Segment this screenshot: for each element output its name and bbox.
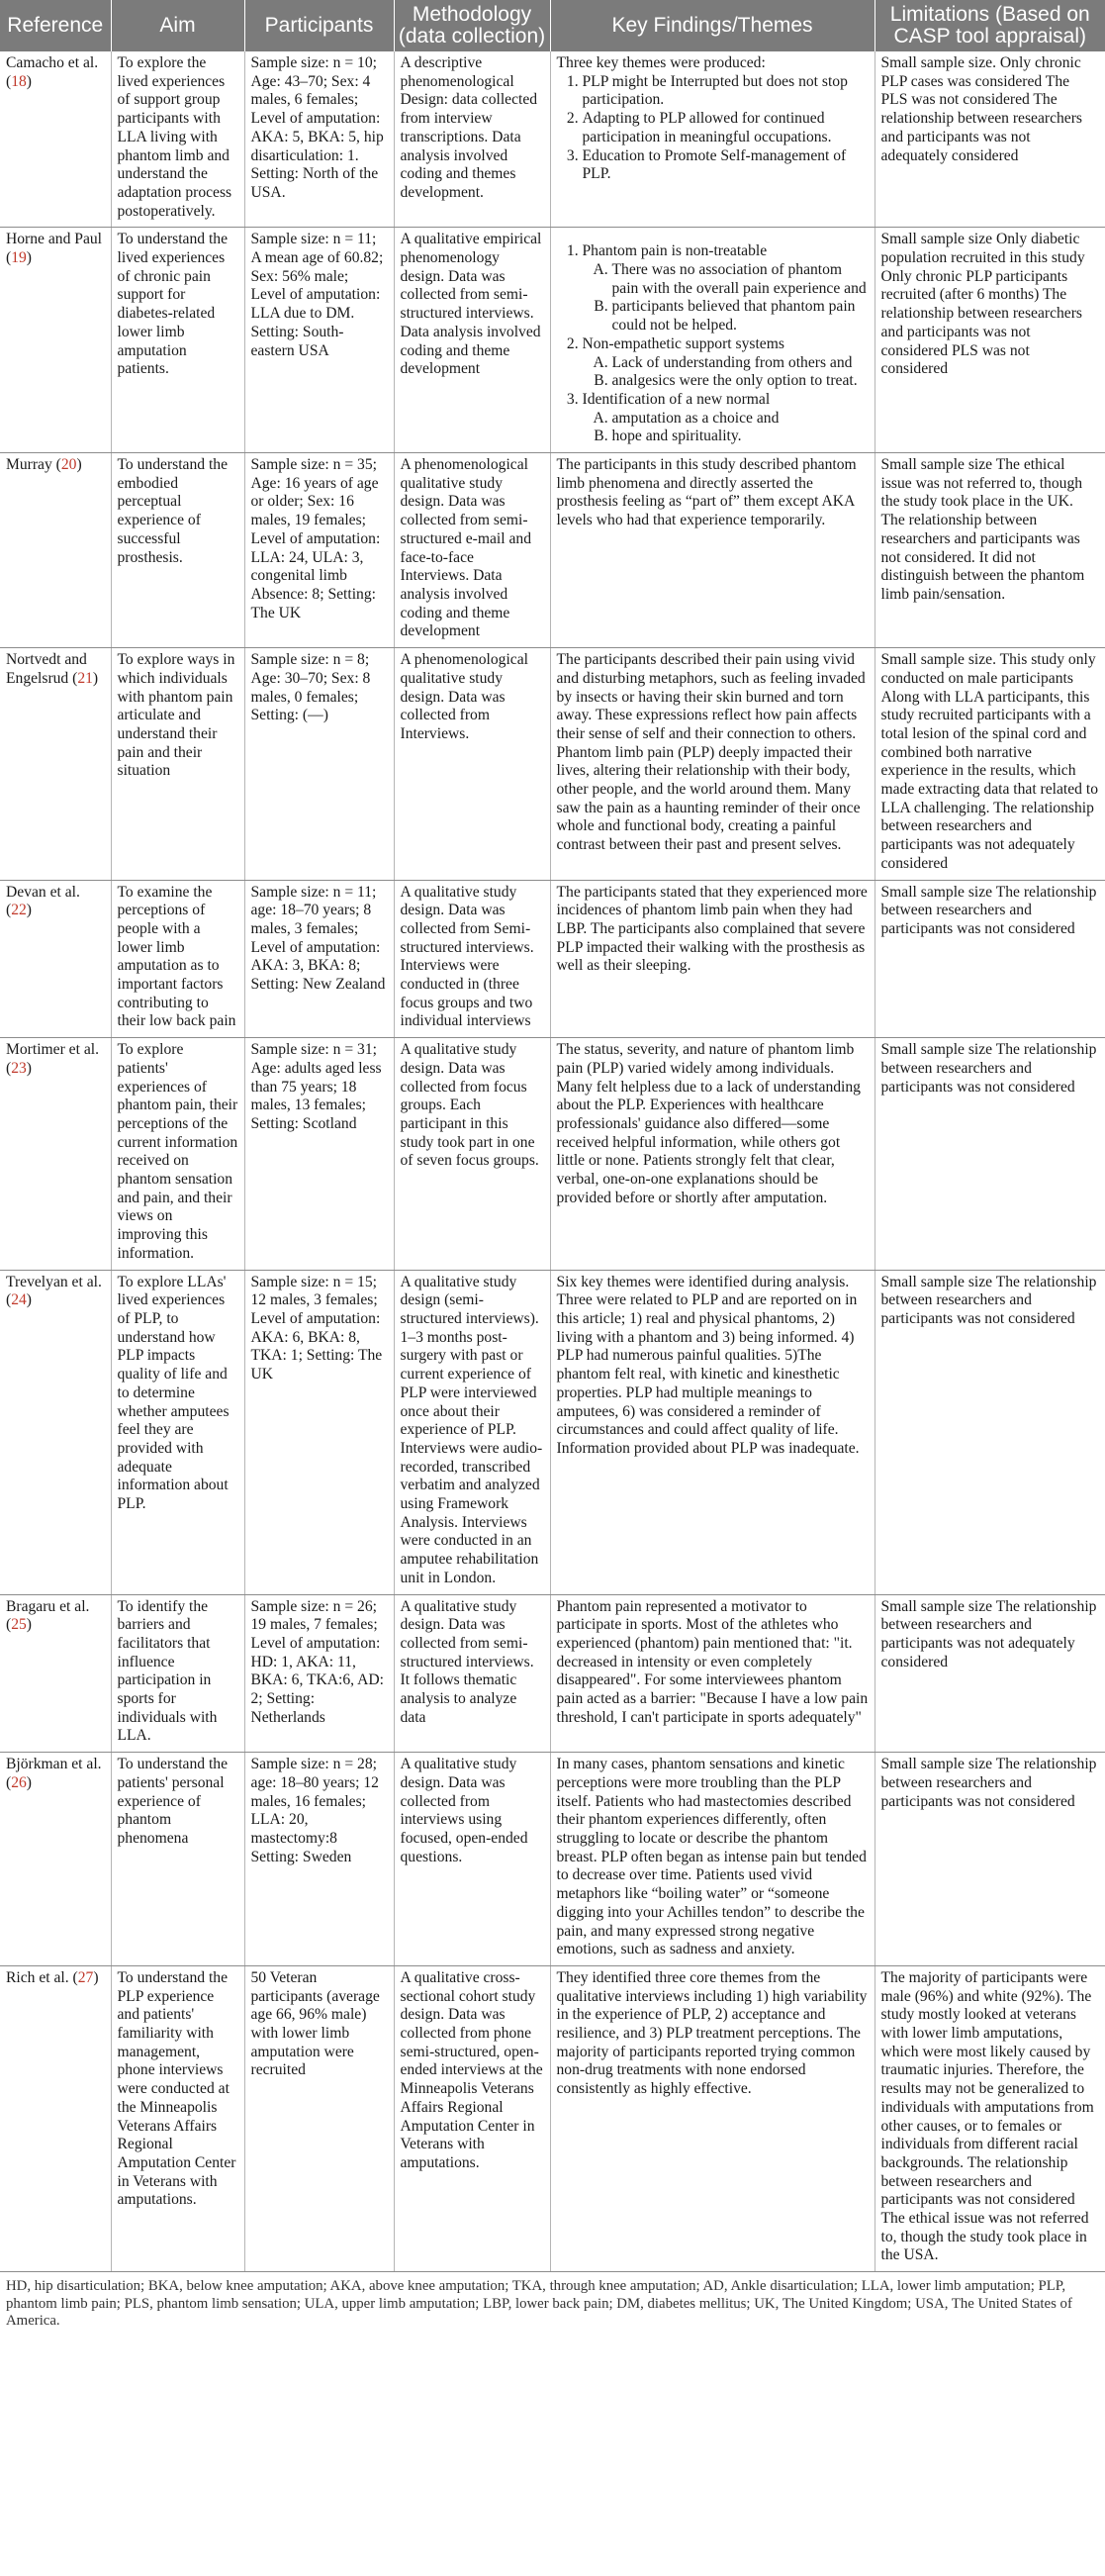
citation-link[interactable]: 23 bbox=[11, 1059, 27, 1077]
participants-cell: Sample size: n = 26; 19 males, 7 females; Level of amputation: HD: 1, AKA: 11, BKA: 6, TKA:6, AD: 2; Setting: Netherlands bbox=[244, 1594, 394, 1753]
col-header-participants: Participants bbox=[244, 0, 394, 51]
methodology-cell: A qualitative study design. Data was collected from semi-structured interviews. It follows thematic analysis to analyze data bbox=[394, 1594, 550, 1753]
subtheme-list bbox=[583, 354, 869, 391]
citation-link[interactable]: 27 bbox=[77, 1968, 94, 1986]
col-header-limitations: Limitations (Based on CASP tool appraisal) bbox=[875, 0, 1105, 51]
reference-cell: Trevelyan et al. (24) bbox=[0, 1270, 111, 1594]
col-header-reference: Reference bbox=[0, 0, 111, 51]
methodology-cell: A descriptive phenomenological Design: data collected from interview transcriptions. Data analysis involved coding and themes development. bbox=[394, 51, 550, 228]
table-body bbox=[0, 51, 1105, 2272]
reference-cell: Mortimer et al. (23) bbox=[0, 1038, 111, 1270]
aim-cell: To identify the barriers and facilitators that influence participation in sports for individuals with LLA. bbox=[111, 1594, 244, 1753]
table-row bbox=[0, 1038, 1105, 1270]
table-row bbox=[0, 1270, 1105, 1594]
aim-cell: To understand the lived experiences of chronic pain support for diabetes-related lower limb amputation patients. bbox=[111, 228, 244, 453]
findings-cell: The participants stated that they experienced more incidences of phantom limb pain when they had LBP. The participants also complained that severe PLP impacted their walking with the prosthesis as well as their sleeping. bbox=[550, 880, 875, 1038]
reference-name: Nortvedt and Engelsrud bbox=[6, 651, 87, 687]
methodology-cell: A qualitative cross-sectional cohort study design. Data was collected from phone semi-structured, open-ended interviews at the Minneapolis Veterans Affairs Regional Amputation Center in Veterans with amputations. bbox=[394, 1965, 550, 2271]
findings-cell: The participants in this study described phantom limb phenomena and directly asserted the prosthesis feeling as “part of” them except AKA levels who had that experience temporarily. bbox=[550, 453, 875, 648]
theme-item: 2. Adapting to PLP allowed for continued participation in meaningful occupations. bbox=[583, 110, 869, 146]
aim-cell: To explore LLAs' lived experiences of PLP, to understand how PLP impacts quality of life and to determine whether amputees feel they are provided with adequate information about PLP. bbox=[111, 1270, 244, 1594]
aim-cell: To understand the patients' personal experience of phantom phenomena bbox=[111, 1753, 244, 1966]
citation-link[interactable]: 19 bbox=[11, 249, 27, 267]
theme-item: 1. PLP might be Interrupted but does not stop participation. bbox=[583, 73, 869, 110]
subtheme-item: B. analgesics were the only option to treat. bbox=[612, 372, 869, 391]
reference-name: Devan et al. bbox=[6, 883, 80, 901]
reference-name: Mortimer et al. bbox=[6, 1041, 99, 1059]
findings-cell: Six key themes were identified during analysis. Three were related to PLP and are reported on in this article; 1) real and physical phantoms, 2) living with a phantom and 3) being informed. 4) PLP had numerous painful qualities. 5)The phantom felt real, with kinetic and kinesthetic properties. PLP had multiple meanings to amputees, 6) was considered a reminder of circumstances and could affect quality of life. Information provided about PLP was inadequate. bbox=[550, 1270, 875, 1594]
aim-cell: To explore the lived experiences of support group participants with LLA living with phantom limb and understand the adaptation process postoperatively. bbox=[111, 51, 244, 228]
table-row bbox=[0, 453, 1105, 648]
limitations-cell: Small sample size The relationship between researchers and participants was not considered bbox=[875, 1270, 1105, 1594]
findings-intro: Three key themes were produced: bbox=[556, 54, 766, 71]
limitations-cell: Small sample size. This study only conducted on male participants Along with LLA participants, this study recruited participants with a total lesion of the spinal cord and combined both narrative experience in the results, which made extracting data that related to LLA challenging. The relationship between researchers and participants was not adequately considered bbox=[875, 648, 1105, 880]
theme-title: Non-empathetic support systems bbox=[582, 334, 784, 352]
participants-cell: Sample size: n = 11; age: 18–70 years; 8 males, 3 females; Level of amputation: AKA: 3, BKA: 8; Setting: New Zealand bbox=[244, 880, 394, 1038]
subtheme-list bbox=[583, 261, 869, 335]
citation-link[interactable]: 20 bbox=[60, 456, 77, 474]
reference-cell: Camacho et al. (18) bbox=[0, 51, 111, 228]
aim-cell: To explore patients' experiences of phantom pain, their perceptions of the current information received on phantom sensation and pain, and their views on improving this information. bbox=[111, 1038, 244, 1270]
table-row bbox=[0, 51, 1105, 228]
subtheme-item: A. Lack of understanding from others and bbox=[612, 354, 869, 373]
header-row bbox=[0, 0, 1105, 51]
findings-cell: Phantom pain represented a motivator to participate in sports. Most of the athletes who experienced (phantom) pain mentioned that: "it. decreased in intensity or even completely disappeared". For some interviewees phantom pain acted as a barrier: "Because I have a low pain threshold, I can't participate in sports adequately" bbox=[550, 1594, 875, 1753]
participants-cell: Sample size: n = 31; Age: adults aged less than 75 years; 18 males, 13 females; Setting: Scotland bbox=[244, 1038, 394, 1270]
findings-cell: The status, severity, and nature of phantom limb pain (PLP) varied widely among individuals. Many felt helpless due to a lack of understanding about the PLP. Experiences with healthcare professionals' guidance also differed—some received helpful information, while others got little or none. Patients strongly felt that clear, verbal, one-on-one explanations should be provided before or shortly after amputation. bbox=[550, 1038, 875, 1270]
subtheme-list bbox=[583, 410, 869, 446]
themes-list bbox=[557, 242, 869, 446]
reference-cell: Devan et al. (22) bbox=[0, 880, 111, 1038]
reference-name: Rich et al. bbox=[6, 1968, 69, 1986]
citation-link[interactable]: 26 bbox=[11, 1773, 27, 1791]
reference-cell: Horne and Paul (19) bbox=[0, 228, 111, 453]
limitations-cell: Small sample size Only diabetic population recruited in this study Only chronic PLP participants recruited (after 6 months) The relationship between researchers and participants was not considered PLS was not considered bbox=[875, 228, 1105, 453]
participants-cell: 50 Veteran participants (average age 66, 96% male) with lower limb amputation were recruited bbox=[244, 1965, 394, 2271]
findings-cell: The participants described their pain using vivid and disturbing metaphors, such as feeling invaded by insects or having their skin burned and torn away. These expressions reflect how pain affects their sense of self and their connection to others. Phantom limb pain (PLP) deeply impacted their lives, altering their relationship with their body, other people, and the world around them. Many saw the pain as a haunting reminder of their once whole and functional body, creating a painful contrast between their past and present selves. bbox=[550, 648, 875, 880]
table-row bbox=[0, 228, 1105, 453]
methodology-cell: A qualitative study design. Data was collected from Semi-structured interviews. Interviews were conducted in (three focus groups and two individual interviews bbox=[394, 880, 550, 1038]
aim-cell: To understand the PLP experience and patients' familiarity with management, phone interviews were conducted at the Minneapolis Veterans Affairs Regional Amputation Center in Veterans with amputations. bbox=[111, 1965, 244, 2271]
col-header-methodology: Methodology (data collection) bbox=[394, 0, 550, 51]
limitations-cell: Small sample size The ethical issue was not referred to, though the study took place in the UK. The relationship between researchers and participants was not considered. It did not distinguish between the phantom limb pain/sensation. bbox=[875, 453, 1105, 648]
methodology-cell: A qualitative study design. Data was collected from focus groups. Each participant in this study took part in one of seven focus groups. bbox=[394, 1038, 550, 1270]
limitations-cell: Small sample size The relationship between researchers and participants was not considered bbox=[875, 880, 1105, 1038]
methodology-cell: A qualitative study design (semi-structured interviews). 1–3 months post-surgery with past or current experience of PLP were interviewed once about their experience of PLP. Interviews were audio-recorded, transcribed verbatim and analyzed using Framework Analysis. Interviews were conducted in an amputee rehabilitation unit in London. bbox=[394, 1270, 550, 1594]
reference-name: Bragaru et al. bbox=[6, 1597, 90, 1615]
limitations-cell: The majority of participants were male (96%) and white (92%). The study mostly looked at veterans with lower limb amputations, which were most likely caused by traumatic injuries. Therefore, the results may not be generalized to individuals with amputations from other causes, or to females or individuals from different racial backgrounds. The relationship between researchers and participants was not considered The ethical issue was not referred to, though the study took place in the USA. bbox=[875, 1965, 1105, 2271]
theme-item bbox=[583, 242, 869, 335]
theme-title: Identification of a new normal bbox=[582, 390, 771, 408]
table-row bbox=[0, 648, 1105, 880]
subtheme-item: A. There was no association of phantom pain with the overall pain experience and bbox=[612, 261, 869, 298]
reference-name: Horne and Paul bbox=[6, 231, 103, 248]
reference-cell: Rich et al. (27) bbox=[0, 1965, 111, 2271]
findings-cell: In many cases, phantom sensations and kinetic perceptions were more troubling than the PLP itself. Patients who had mastectomies described their phantom experiences differently, often struggling to locate or describe the phantom breast. PLP often began as intense pain but tended to decrease over time. Patients used vivid metaphors like “boiling water” or “someone digging into your Achilles tendon” to describe the pain, and many expressed strong negative emotions, such as sadness and anxiety. bbox=[550, 1753, 875, 1966]
col-header-findings: Key Findings/Themes bbox=[550, 0, 875, 51]
reference-name: Murray bbox=[6, 456, 52, 474]
reference-name: Camacho et al. bbox=[6, 54, 99, 71]
col-header-aim: Aim bbox=[111, 0, 244, 51]
findings-cell bbox=[550, 228, 875, 453]
reference-name: Trevelyan et al. bbox=[6, 1273, 102, 1290]
table-row bbox=[0, 1594, 1105, 1753]
theme-title: Phantom pain is non-treatable bbox=[582, 242, 768, 260]
reference-name: Björkman et al. bbox=[6, 1756, 102, 1773]
theme-item bbox=[583, 335, 869, 391]
themes-list bbox=[557, 73, 869, 184]
reference-cell: Bragaru et al. (25) bbox=[0, 1594, 111, 1753]
limitations-cell: Small sample size The relationship between researchers and participants was not considered bbox=[875, 1753, 1105, 1966]
limitations-cell: Small sample size. Only chronic PLP cases was considered The PLS was not considered The relationship between researchers and participants was not adequately considered bbox=[875, 51, 1105, 228]
reference-cell: Murray (20) bbox=[0, 453, 111, 648]
theme-item: 3. Education to Promote Self-management of PLP. bbox=[583, 147, 869, 184]
citation-link[interactable]: 24 bbox=[11, 1291, 27, 1309]
table-row bbox=[0, 880, 1105, 1038]
participants-cell: Sample size: n = 8; Age: 30–70; Sex: 8 males, 0 females; Setting: (—) bbox=[244, 648, 394, 880]
methodology-cell: A qualitative study design. Data was collected from interviews using focused, open-ended questions. bbox=[394, 1753, 550, 1966]
subtheme-item: B. participants believed that phantom pain could not be helped. bbox=[612, 298, 869, 334]
participants-cell: Sample size: n = 15; 12 males, 3 females; Level of amputation: AKA: 6, BKA: 8, TKA: 1; Setting: The UK bbox=[244, 1270, 394, 1594]
citation-link[interactable]: 21 bbox=[77, 669, 93, 687]
citation-link[interactable]: 25 bbox=[11, 1616, 27, 1634]
limitations-cell: Small sample size The relationship between researchers and participants was not considered bbox=[875, 1038, 1105, 1270]
aim-cell: To understand the embodied perceptual experience of successful prosthesis. bbox=[111, 453, 244, 648]
methodology-cell: A phenomenological qualitative study design. Data was collected from Interviews. bbox=[394, 648, 550, 880]
citation-link[interactable]: 22 bbox=[11, 902, 27, 919]
subtheme-item: A. amputation as a choice and bbox=[612, 410, 869, 429]
aim-cell: To examine the perceptions of people with a lower limb amputation as to important factors contributing to their low back pain bbox=[111, 880, 244, 1038]
methodology-cell: A phenomenological qualitative study design. Data was collected from semi-structured e-mail and face-to-face Interviews. Data analysis involved coding and theme development bbox=[394, 453, 550, 648]
table-row bbox=[0, 1965, 1105, 2271]
findings-cell bbox=[550, 51, 875, 228]
table-row bbox=[0, 1753, 1105, 1966]
table-footnote: HD, hip disarticulation; BKA, below knee amputation; AKA, above knee amputation; TKA, through knee amputation; AD, Ankle disarticulation; LLA, lower limb amputation; PLP, phantom limb pain; PLS, phantom limb sensation; ULA, upper limb amputation; LBP, lower back pain; DM, diabetes mellitus; UK, The United Kingdom; USA, The United States of America. bbox=[6, 2278, 1072, 2330]
aim-cell: To explore ways in which individuals with phantom pain articulate and understand their pain and their situation bbox=[111, 648, 244, 880]
theme-item bbox=[583, 391, 869, 446]
participants-cell: Sample size: n = 35; Age: 16 years of age or older; Sex: 16 males, 19 females; Level of amputation: LLA: 24, ULA: 3, congenital limb Absence: 8; Setting: The UK bbox=[244, 453, 394, 648]
reference-cell: Björkman et al. (26) bbox=[0, 1753, 111, 1966]
methodology-cell: A qualitative empirical phenomenology design. Data was collected from semi-structured interviews. Data analysis involved coding and theme development bbox=[394, 228, 550, 453]
citation-link[interactable]: 18 bbox=[11, 72, 27, 90]
limitations-cell: Small sample size The relationship between researchers and participants was not adequately considered bbox=[875, 1594, 1105, 1753]
participants-cell: Sample size: n = 10; Age: 43–70; Sex: 4 males, 6 females; Level of amputation: AKA: 5, BKA: 5, hip disarticulation: 1. Setting: North of the USA. bbox=[244, 51, 394, 228]
reference-cell: Nortvedt and Engelsrud (21) bbox=[0, 648, 111, 880]
findings-cell: They identified three core themes from the qualitative interviews including 1) high variability in the experience of PLP, 2) acceptance and resilience, and 3) PLP treatment perceptions. The majority of participants reported trying common non-drug treatments with none endorsed consistently as highly effective. bbox=[550, 1965, 875, 2271]
subtheme-item: B. hope and spirituality. bbox=[612, 428, 869, 446]
participants-cell: Sample size: n = 28; age: 18–80 years; 12 males, 16 females; LLA: 20, mastectomy:8 Setting: Sweden bbox=[244, 1753, 394, 1966]
participants-cell: Sample size: n = 11; A mean age of 60.82; Sex: 56% male; Level of amputation: LLA due to DM. Setting: South-eastern USA bbox=[244, 228, 394, 453]
